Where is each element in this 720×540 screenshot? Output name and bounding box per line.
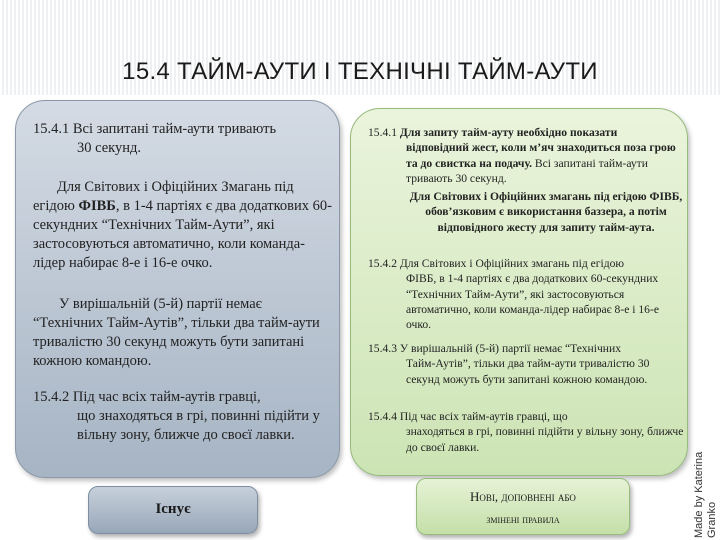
- right-rule-15-4-1: [368, 125, 686, 186]
- slide-title: 15.4 ТАЙМ-АУТИ І ТЕХНІЧНІ ТАЙМ-АУТИ: [122, 58, 598, 85]
- right-rule-15-4-2: [368, 256, 686, 332]
- right-rule-15-4-3-first-line: 15.4.3 У вирішальній (5-й) партії немає “Технічних: [368, 342, 622, 355]
- left-rule-15-4-1: [33, 120, 333, 158]
- right-rule-15-4-2-continuation: ФІВБ, в 1-4 партіях є два додаткових 60-секундних “Технічних Тайм-Аути”, які застосовуються автоматично, коли команда-лідер набирає 8-е і 16-е очко.: [406, 272, 659, 332]
- new-rules-button[interactable]: [416, 478, 630, 535]
- left-rule-deciding-set: У вирішальній (5-й) партії немає “Технічних Тайм-Аутів”, тільки два тайм-аути тривалістю 30 секунд можуть бути запитані кожною командою.: [33, 296, 320, 369]
- right-rule-buzzer: [406, 189, 686, 235]
- new-rules-label-line2: змінені правила: [486, 512, 560, 526]
- right-rule-15-4-4-first-line: 15.4.4 Під час всіх тайм-аутів гравці, що: [368, 410, 568, 423]
- right-rule-15-4-1-bold-first: Для запиту тайм-ауту необхідно показати: [399, 126, 618, 139]
- right-rule-15-4-4-continuation: знаходяться в грі, повинні підійти у вільну зону, ближче до своєї лавки.: [406, 425, 684, 454]
- right-rule-15-4-1-plain-cont: Всі запитані тайм-аути тривають 30 секунд.: [406, 156, 648, 185]
- left-rule-15-4-2-first-line: 15.4.2 Під час всіх тайм-аутів гравці,: [33, 389, 261, 405]
- existing-rules-label: Існує: [155, 501, 191, 517]
- author-credit-line1: Made by Katerina: [693, 451, 705, 538]
- author-credit: [693, 452, 719, 538]
- new-rules-label-line1: Нові, доповнені або: [470, 489, 576, 504]
- right-rule-buzzer-text: Для Світових і Офіційних змагань під егідою ФІВБ, обов’язковим є використання баззера, а потім відповідного жесту для запиту тайм-аута.: [409, 190, 683, 234]
- left-rule-technical-text-c: , в 1-4 партіях є два додаткових 60-секундних “Технічних Тайм-Аути”, які застосовуються автоматично, коли команда-лідер набирає 8-е і 16-е очко.: [33, 198, 332, 271]
- left-rule-15-4-1-continuation: 30 секунд.: [77, 140, 142, 156]
- right-rule-15-4-4: [368, 409, 686, 455]
- right-rule-15-4-1-number: 15.4.1: [368, 126, 400, 139]
- right-rule-15-4-1-bold-cont: відповідний жест, коли м’яч знаходиться поза грою та до свистка на подачу.: [406, 141, 676, 170]
- right-rule-15-4-3-continuation: Тайм-Аутів”, тільки два тайм-аути тривалістю 30 секунд можуть бути запитані кожною командою.: [406, 357, 650, 386]
- right-rule-15-4-1-continuation: [368, 140, 686, 186]
- left-rule-technical-timeouts: [33, 178, 333, 273]
- left-rule-technical-text-a: Для Світових і Офіційних Змагань під егідою: [33, 179, 294, 214]
- right-rule-15-4-3: [368, 341, 686, 387]
- existing-rules-button[interactable]: [88, 486, 258, 534]
- left-rule-15-4-2: [33, 388, 333, 445]
- author-credit-line2: Granko: [706, 501, 718, 538]
- left-rule-15-4-2-continuation: що знаходяться в грі, повинні підійти у вільну зону, ближче до своєї лавки.: [77, 408, 320, 443]
- left-rule-15-4-1-first-line: 15.4.1 Всі запитані тайм-аути тривають: [33, 121, 277, 137]
- right-rule-15-4-2-first-line: 15.4.2 Для Світових і Офіційних змагань під егідою: [368, 257, 625, 270]
- left-rule-technical-fivb: ФІВБ: [78, 198, 116, 214]
